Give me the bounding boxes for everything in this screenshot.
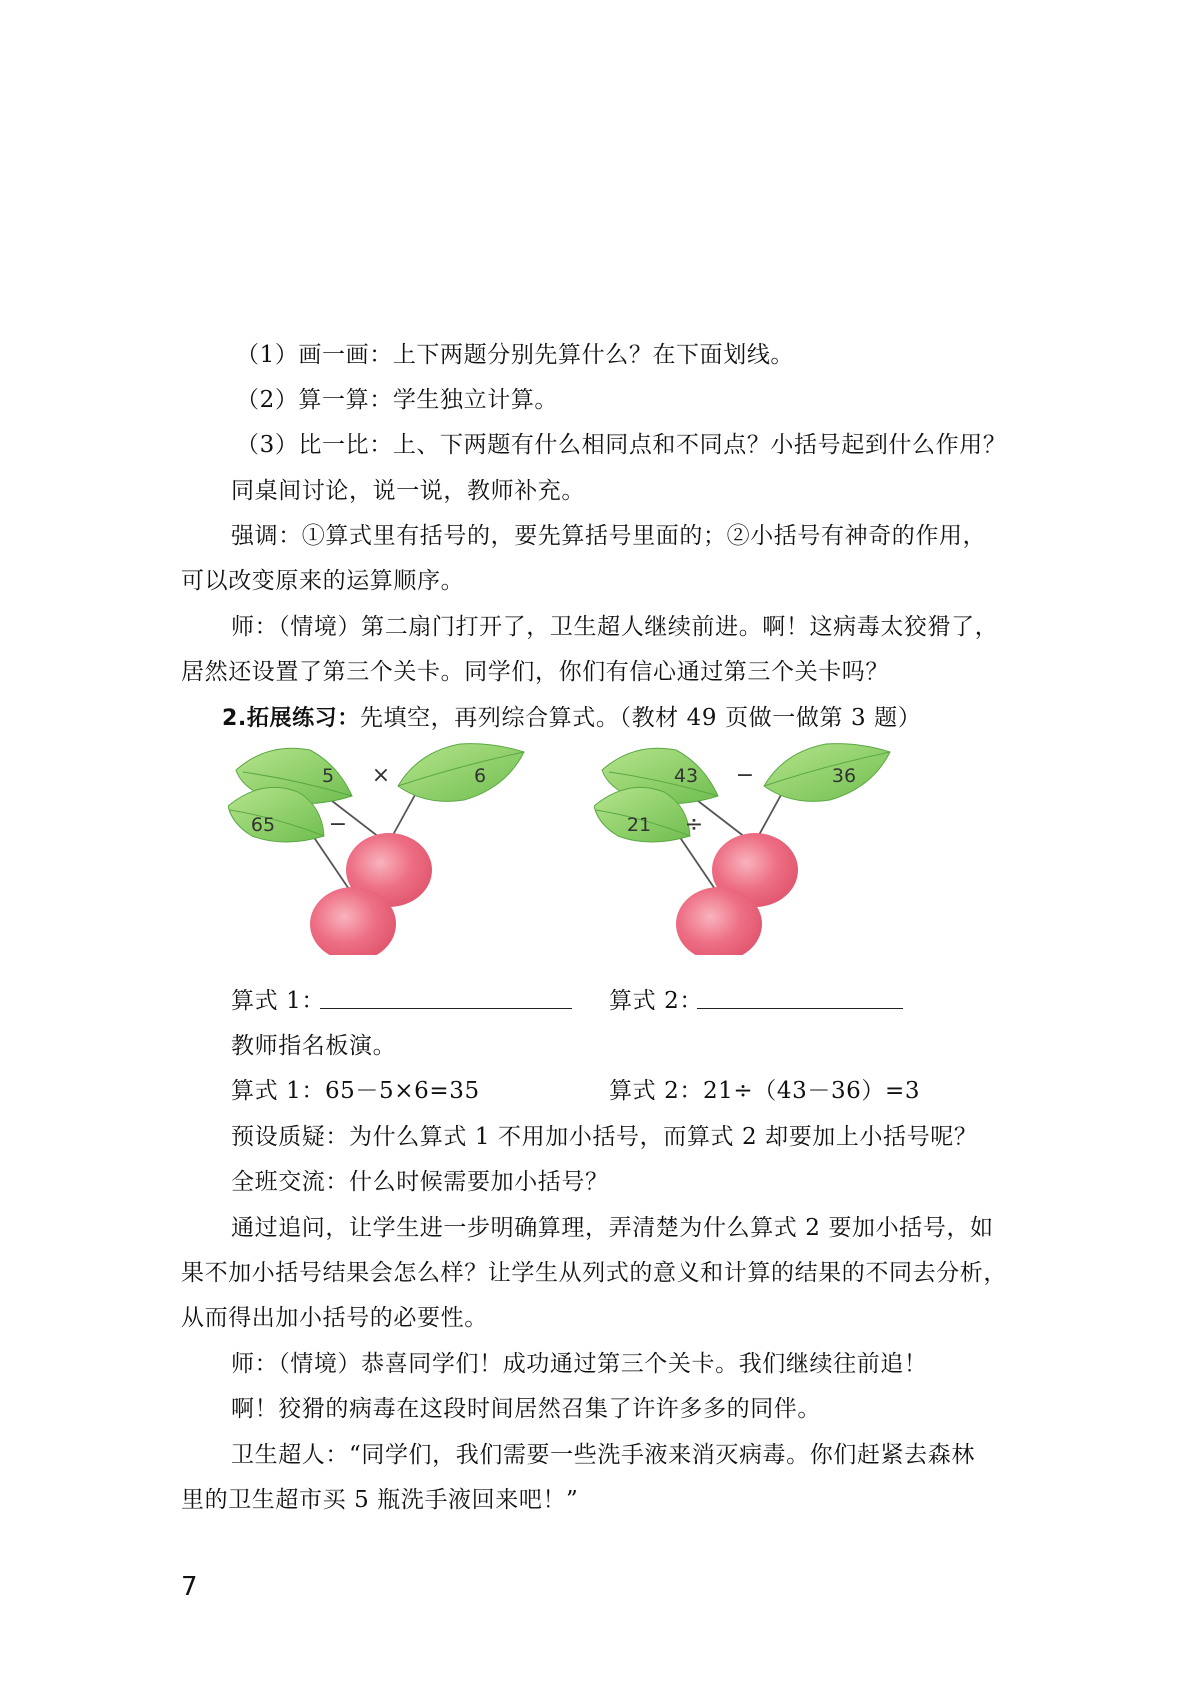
followup-line-1: 通过追问，让学生进一步明确算理，弄清楚为什么算式 2 要加小括号，如 [231, 1215, 994, 1241]
hero-quote-line-1: 卫生超人：“同学们，我们需要一些洗手液来消灭病毒。你们赶紧去森林 [231, 1442, 975, 1468]
formula-1-answer: 算式 1：65－5×6=35 [231, 1078, 480, 1104]
teacher-scene-line-1: 师：（情境）第二扇门打开了，卫生超人继续前进。啊！这病毒太狡猾了， [231, 614, 999, 640]
teacher-scene-line-2: 居然还设置了第三个关卡。同学们，你们有信心通过第三个关卡吗？ [181, 659, 889, 685]
number-label: 21 [626, 814, 652, 836]
right-apple-tree [594, 740, 894, 955]
step-compare: （3）比一比：上、下两题有什么相同点和不同点？小括号起到什么作用？ [236, 432, 1007, 458]
page-number: 7 [181, 1572, 198, 1602]
emphasis-line-2: 可以改变原来的运算顺序。 [181, 568, 465, 594]
discussion-note: 同桌间讨论，说一说，教师补充。 [231, 478, 585, 504]
number-label: 6 [473, 765, 487, 787]
teacher-board-note: 教师指名板演。 [231, 1033, 397, 1059]
formula-2-label: 算式 2： [609, 988, 703, 1014]
operator-label: − [328, 812, 348, 837]
number-label: 36 [831, 765, 857, 787]
formula-1-label: 算式 1： [231, 988, 325, 1014]
step-calculate: （2）算一算：学生独立计算。 [236, 387, 559, 413]
operator-label: × [371, 763, 391, 788]
formula-1-blank[interactable] [320, 1008, 572, 1009]
number-label: 43 [673, 765, 699, 787]
class-exchange: 全班交流：什么时候需要加小括号？ [231, 1169, 609, 1195]
formula-2-answer: 算式 2：21÷（43－36）=3 [609, 1078, 921, 1104]
preset-question: 预设质疑：为什么算式 1 不用加小括号，而算式 2 却要加上小括号呢？ [231, 1124, 978, 1150]
left-apple-tree [228, 740, 528, 955]
number-label: 5 [321, 765, 335, 787]
followup-line-2: 果不加小括号结果会怎么样？让学生从列式的意义和计算的结果的不同去分析， [181, 1260, 1007, 1286]
extension-exercise [222, 703, 921, 734]
operator-label: − [735, 763, 755, 788]
leaf-top-right [398, 744, 524, 802]
formula-2-blank[interactable] [697, 1008, 903, 1009]
leaf-top-right [764, 744, 890, 802]
number-label: 65 [250, 814, 276, 836]
exercise-instruction: 先填空，再列综合算式。（教材 49 页做一做第 3 题） [359, 705, 922, 731]
teacher-congrats: 师：（情境）恭喜同学们！成功通过第三个关卡。我们继续往前追！ [231, 1351, 928, 1377]
followup-line-3: 从而得出加小括号的必要性。 [181, 1305, 488, 1331]
step-draw: （1）画一画：上下两题分别先算什么？在下面划线。 [236, 342, 795, 368]
hero-quote-line-2: 里的卫生超市买 5 瓶洗手液回来吧！” [181, 1487, 579, 1513]
exercise-label: 2.拓展练习： [222, 706, 360, 731]
emphasis-line-1: 强调：①算式里有括号的，要先算括号里面的；②小括号有神奇的作用， [231, 523, 987, 549]
operator-label: ÷ [684, 812, 704, 837]
virus-story: 啊！狡猾的病毒在这段时间居然召集了许许多多的同伴。 [231, 1396, 821, 1422]
